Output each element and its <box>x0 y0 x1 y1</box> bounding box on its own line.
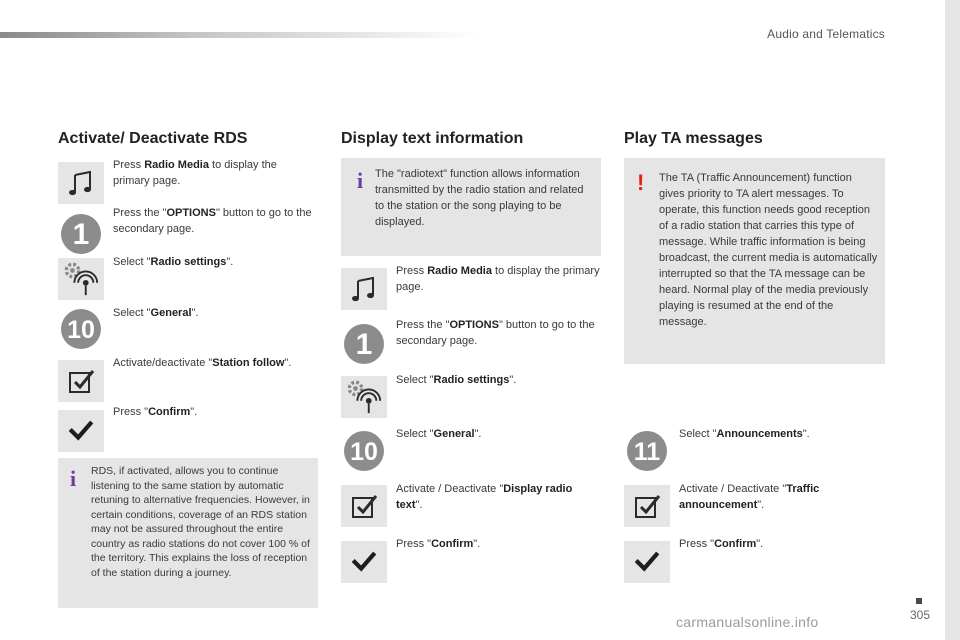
step-text: Activate / Deactivate "Display radio text". <box>396 483 573 511</box>
svg-text:10: 10 <box>350 438 378 466</box>
step-text: Select "Radio settings". <box>396 374 517 386</box>
badge-11-icon <box>624 430 670 472</box>
music-note-icon <box>341 268 387 310</box>
warning-icon: ! <box>637 170 645 195</box>
header-gradient-bar <box>0 32 480 38</box>
step-text: Select "Announcements". <box>679 428 810 440</box>
checkbox-icon <box>624 485 670 527</box>
watermark: carmanualsonline.info <box>676 614 819 630</box>
svg-text:1: 1 <box>72 218 90 251</box>
step-text: Press Radio Media to display the primary page. <box>113 159 277 187</box>
svg-text:11: 11 <box>633 438 661 466</box>
step-text: Press the "OPTIONS" button to go to the secondary page. <box>113 207 312 235</box>
radio-settings-icon <box>341 376 387 418</box>
col3-title: Play TA messages <box>624 130 763 147</box>
radio-settings-icon <box>58 258 104 300</box>
section-title: Audio and Telematics <box>767 27 885 41</box>
step-text: Select "Radio settings". <box>113 256 234 268</box>
check-icon <box>624 541 670 583</box>
col1-title: Activate/ Deactivate RDS <box>58 130 248 147</box>
step-text: Press Radio Media to display the primary page. <box>396 265 600 293</box>
step-text: Select "General". <box>396 428 482 440</box>
page-marker <box>916 598 922 604</box>
step-text: Activate/deactivate "Station follow". <box>113 357 292 369</box>
page-number: 305 <box>910 608 931 622</box>
checkbox-icon <box>58 360 104 402</box>
badge-10-icon <box>341 430 387 472</box>
note-text: The "radiotext" function allows information transmitted by the radio station and related to the station or the song playing to be displayed. <box>375 168 584 228</box>
step-text: Press "Confirm". <box>396 538 481 550</box>
step-text: Press "Confirm". <box>113 406 198 418</box>
step-text: Press the "OPTIONS" button to go to the secondary page. <box>396 319 595 347</box>
info-icon: i <box>357 168 364 193</box>
note-text: RDS, if activated, allows you to continue listening to the same station by automatic retuning to alternative frequencies. However, in certain conditions, coverage of an RDS station may not be assured throughout the entire country as radio stations do not cover 100 % of the territory. This explains the loss of reception of the station during a journey. <box>91 465 310 579</box>
step-text: Select "General". <box>113 307 199 319</box>
music-note-icon <box>58 162 104 204</box>
badge-1-icon <box>341 323 387 365</box>
radiotext-info-note <box>341 158 601 256</box>
ta-warning-note <box>624 158 885 364</box>
rds-info-note <box>58 458 318 608</box>
page-edge-bar <box>945 0 960 640</box>
svg-text:10: 10 <box>67 316 95 344</box>
check-icon <box>341 541 387 583</box>
badge-10-icon <box>58 308 104 350</box>
checkbox-icon <box>341 485 387 527</box>
step-text: Press "Confirm". <box>679 538 764 550</box>
step-text: Activate / Deactivate "Traffic announcement". <box>679 483 820 511</box>
col2-title: Display text information <box>341 130 524 147</box>
check-icon <box>58 410 104 452</box>
note-text: The TA (Traffic Announcement) function gives priority to TA alert messages. To operate, this function needs good reception of a radio station that carries this type of message. While traffic information is being broadcast, the current media is automatically interrupted so that the TA message can be heard. Normal play of the media previously playing is resumed at the end of the message. <box>659 172 878 328</box>
info-icon: i <box>70 466 77 491</box>
badge-1-icon <box>58 213 104 255</box>
svg-text:1: 1 <box>355 328 373 361</box>
